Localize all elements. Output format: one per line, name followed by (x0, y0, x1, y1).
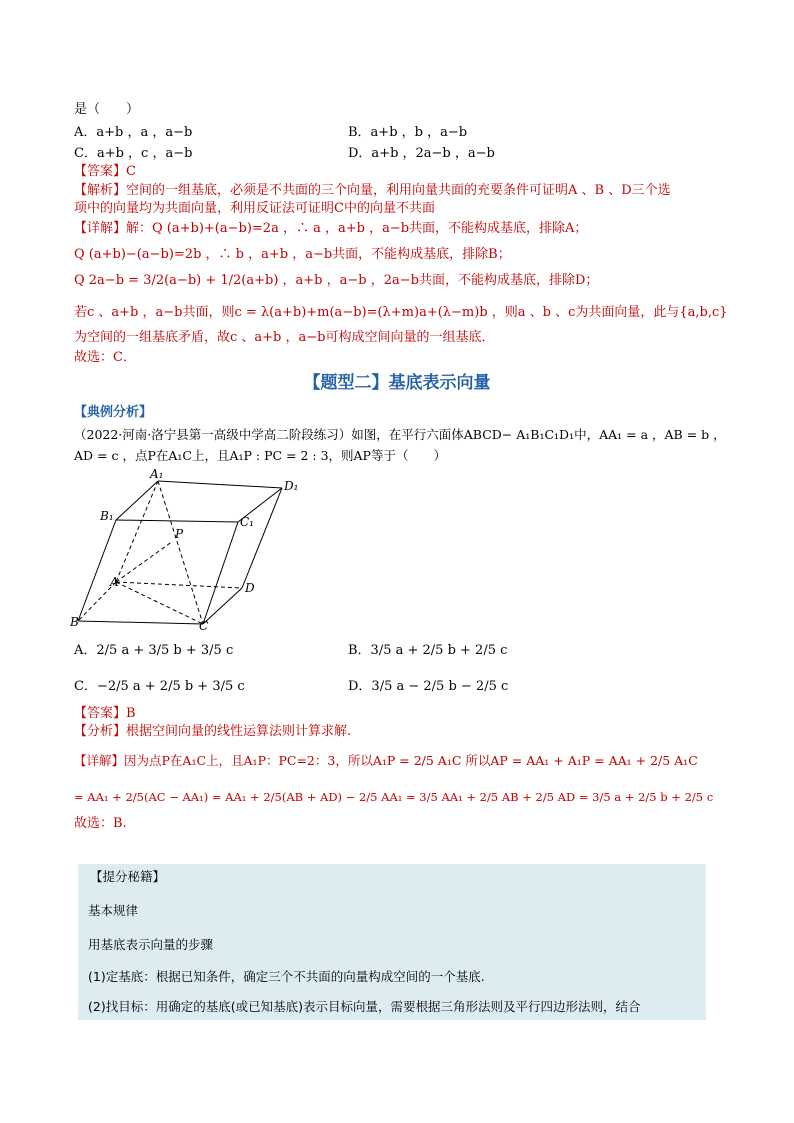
q2-option-d: D．3/5 a − 2/5 b − 2/5 c (348, 679, 509, 694)
tips-line-1: 用基底表示向量的步骤 (88, 937, 214, 952)
q1-detail-line-4: 若c 、a+b ，a−b共面，则c = λ(a+b)+m(a−b)=(λ+m)a+(λ−m)b ，则a 、b 、c为共面向量，此与{a,b,c} (74, 305, 728, 320)
q2-answer-line (74, 705, 136, 723)
answer-value: B (126, 706, 136, 721)
q1-analysis-line-2: 项中的向量均为共面向量，利用反证法可证明C中的向量不共面 (74, 201, 435, 216)
q1-option-d: D．a+b ，2a−b ，a−b (348, 146, 495, 161)
label-a: A (110, 575, 119, 589)
label-a1: A₁ (150, 468, 164, 481)
q1-answer-line (74, 163, 136, 181)
answer-tag: 【答案】 (74, 164, 127, 179)
label-d: D (245, 581, 255, 595)
label-c1: C₁ (240, 515, 254, 529)
q1-stem-tail: 是（ ） (74, 102, 140, 117)
q1-detail-line-1 (74, 220, 587, 238)
q2-option-b: B．3/5 a + 2/5 b + 2/5 c (348, 643, 508, 658)
parallelepiped-figure (70, 468, 300, 634)
label-c: C (199, 619, 209, 633)
analysis-tag: 【分析】 (74, 724, 127, 739)
detail-text: 因为点P在A₁C上，且A₁P：PC=2：3，所以A₁P = 2/5 A₁C 所以AP = AA₁ + A₁P = AA₁ + 2/5 A₁C (124, 753, 698, 768)
q1-analysis-line-1 (74, 182, 671, 200)
q2-detail-line-1 (74, 752, 698, 770)
q2-option-a: A．2/5 a + 3/5 b + 3/5 c (74, 643, 234, 658)
label-b: B (70, 615, 79, 629)
q1-option-c: C．a+b ，c ，a−b (74, 146, 193, 161)
q1-detail-line-3: Q 2a−b = 3/2(a−b) + 1/2(a+b) ，a+b ，a−b ，2a−b共面，不能构成基底，排除D； (74, 273, 599, 288)
analysis-text: 空间的一组基底，必须是不共面的三个向量，利用向量共面的充要条件可证明A 、B 、D三个选 (126, 183, 671, 198)
detail-text: 解：Q (a+b)+(a−b)=2a ，∴ a ，a+b ，a−b共面，不能构成基底，排除A； (126, 221, 588, 236)
section-title: 【题型二】基底表示向量 (303, 373, 491, 393)
q2-conclusion: 故选：B. (74, 816, 127, 831)
q1-detail-line-5: 为空间的一组基底矛盾，故c 、a+b ，a−b可构成空间向量的一组基底． (74, 330, 495, 345)
detail-tag: 【详解】 (74, 753, 125, 768)
tips-line-2: (1)定基底：根据已知条件，确定三个不共面的向量构成空间的一个基底. (88, 969, 485, 984)
tips-line-3: (2)找目标：用确定的基底(或已知基底)表示目标向量，需要根据三角形法则及平行四边形法则，结合 (88, 999, 641, 1014)
tips-subtitle: 基本规律 (88, 903, 139, 918)
q1-option-b: B．a+b ，b ，a−b (348, 125, 468, 140)
q2-option-c: C．−2/5 a + 2/5 b + 3/5 c (74, 679, 245, 694)
q2-stem-line-1: （2022·河南·洛宁县第一高级中学高二阶段练习）如图，在平行六面体ABCD− A₁B₁C₁D₁中，AA₁ = a ，AB = b ， (74, 427, 726, 442)
tips-title: 【提分秘籍】 (90, 869, 166, 884)
analysis-tag: 【解析】 (74, 183, 127, 198)
q1-option-a: A．a+b ，a ，a−b (74, 125, 193, 140)
answer-tag: 【答案】 (74, 706, 127, 721)
q2-stem-line-2: AD = c ，点P在A₁C上，且A₁P : PC = 2 : 3，则AP等于（ ） (74, 448, 446, 463)
q2-detail-line-2: = AA₁ + 2/5(AC − AA₁) = AA₁ + 2/5(AB + AD) − 2/5 AA₁ = 3/5 AA₁ + 2/5 AB + 2/5 AD = 3/5 a + 2/5 b + 2/5 c (74, 790, 714, 804)
example-tag: 【典例分析】 (74, 405, 153, 420)
label-p: P (175, 527, 184, 541)
label-b1: B₁ (100, 509, 114, 523)
tips-box (78, 864, 706, 1020)
label-d1: D₁ (284, 479, 299, 493)
analysis-text: 根据空间向量的线性运算法则计算求解. (126, 724, 352, 739)
q1-conclusion: 故选：C． (74, 350, 136, 365)
answer-value: C (126, 164, 136, 179)
q2-analysis-line (74, 723, 351, 741)
q1-detail-line-2: Q (a+b)−(a−b)=2b ，∴ b ，a+b ，a−b共面，不能构成基底，排除B； (74, 247, 511, 262)
detail-tag: 【详解】 (74, 221, 127, 236)
